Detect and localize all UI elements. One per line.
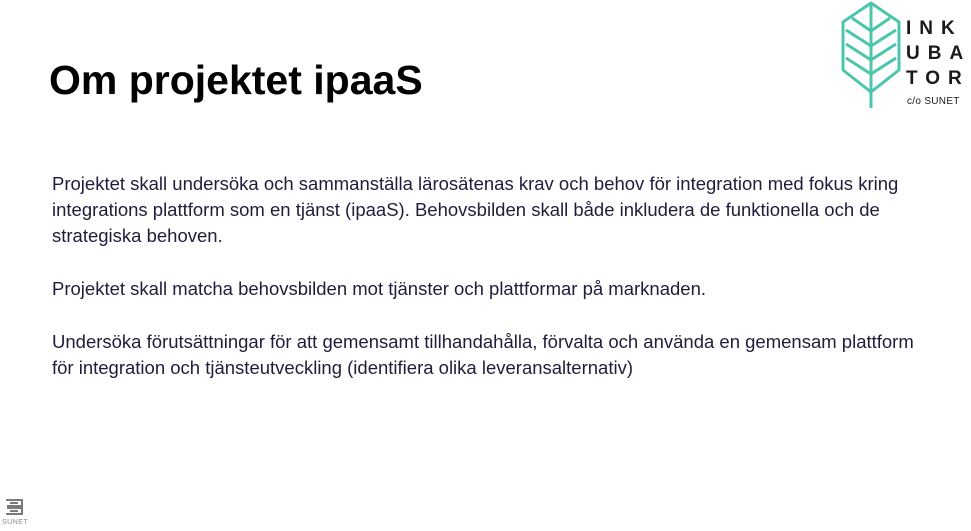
logo-line-1: INK <box>906 18 963 39</box>
sunet-logo-icon <box>2 496 26 518</box>
slide-body <box>52 171 932 408</box>
logo-line-3: TOR <box>906 68 970 89</box>
logo-line-2: UBA <box>906 43 971 64</box>
logo-wordmark <box>906 16 971 91</box>
slide-title: Om projektet ipaaS <box>49 57 423 103</box>
logo-subtitle: c/o SUNET <box>907 96 960 107</box>
paragraph-2: Projektet skall matcha behovsbilden mot tjänster och plattformar på marknaden. <box>52 278 706 299</box>
sunet-footer-logo <box>2 496 30 530</box>
paragraph-1: Projektet skall undersöka och sammanställa lärosätenas krav och behov för integration med fokus kring integrations plattform som en tjänst (ipaaS). Behovsbilden skall både inkludera de funktionella och de strategiska behoven. <box>52 173 899 246</box>
footer-label: SUNET <box>2 519 29 526</box>
paragraph-3: Undersöka förutsättningar för att gemensamt tillhandahålla, förvalta och använda en gemensam plattform för integration och tjänsteutveckling (identifiera olika leveransalternativ) <box>52 331 914 378</box>
